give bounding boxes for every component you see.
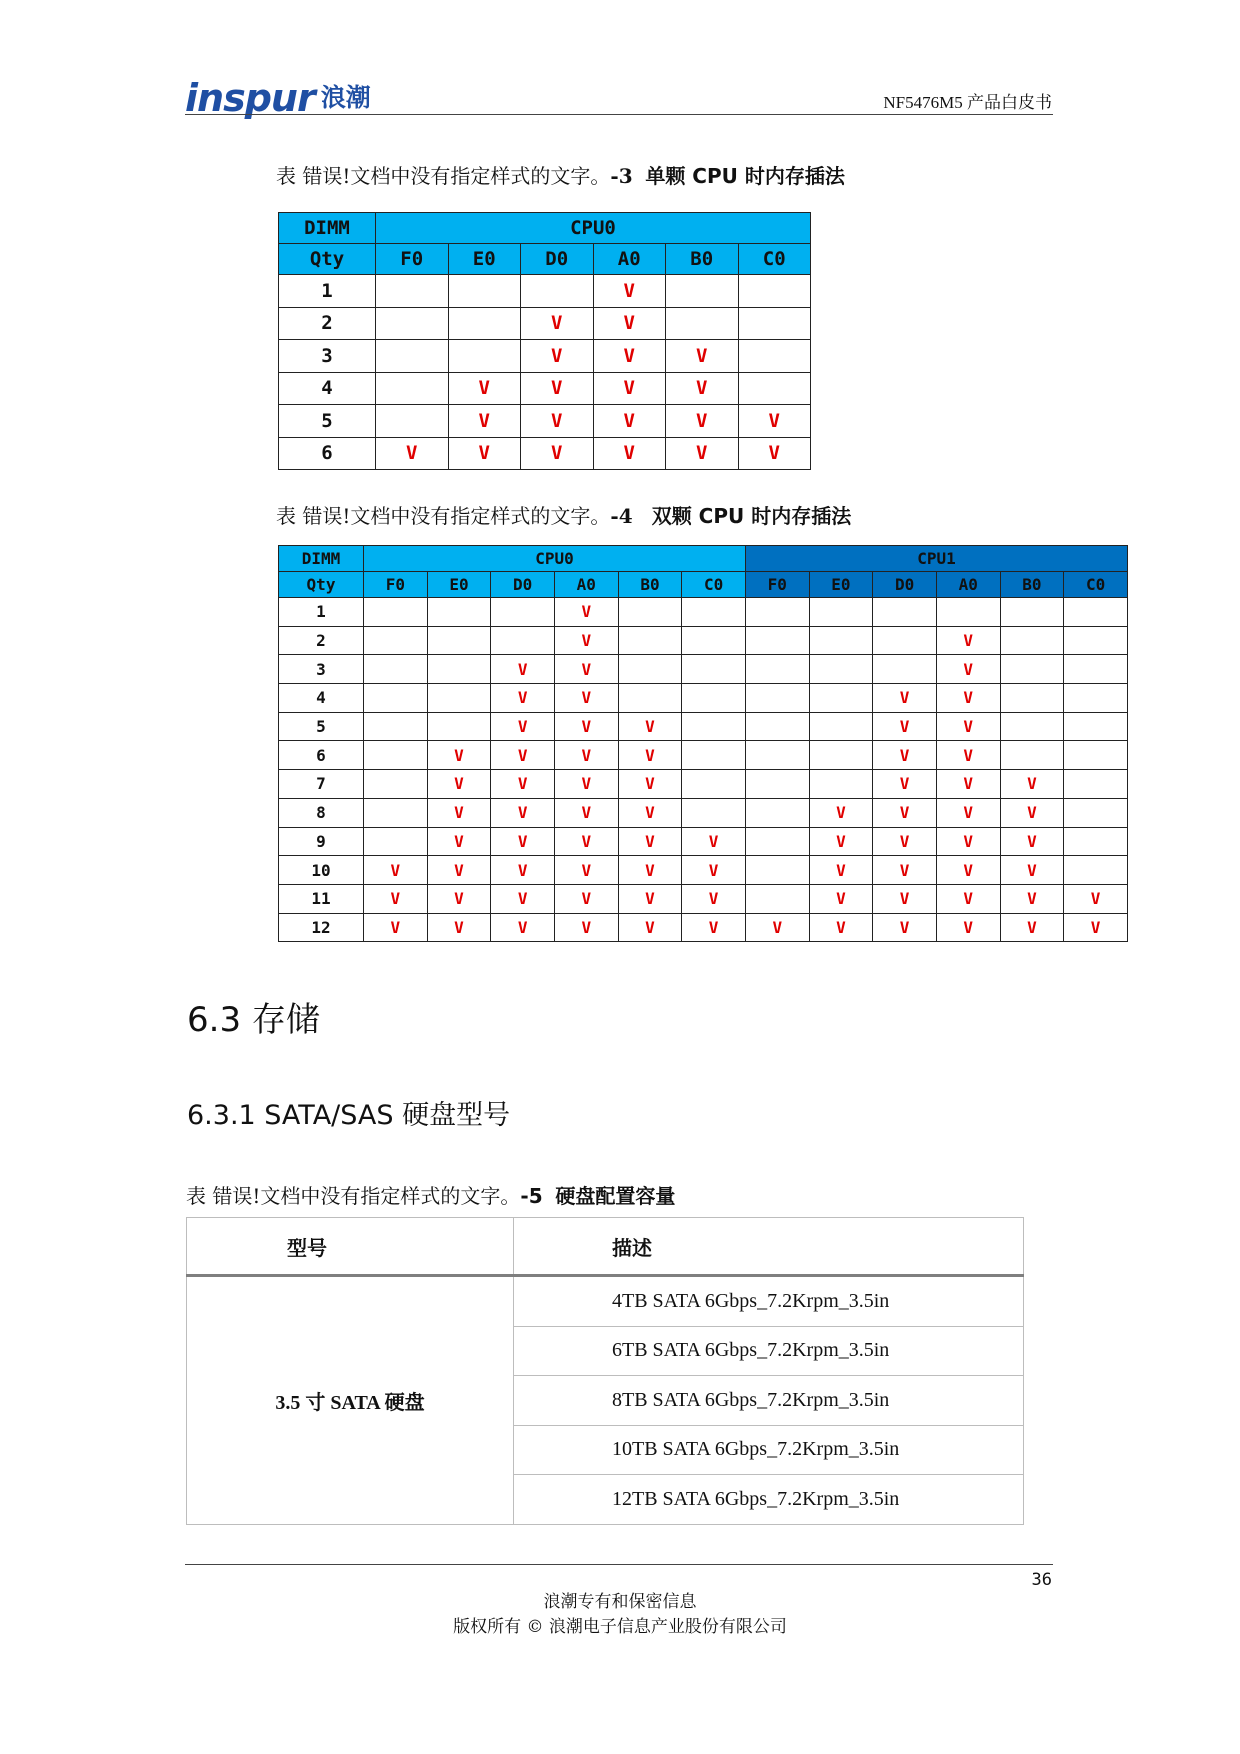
slot-cell: V [745, 913, 809, 942]
slot-cell [1000, 684, 1064, 713]
slot-cell: V [491, 655, 555, 684]
slot-cell [427, 626, 491, 655]
slot-header: B0 [666, 244, 739, 275]
qty-cell: 5 [279, 712, 364, 741]
inspur-logo [185, 76, 371, 120]
table-row [279, 655, 1128, 684]
disk-description: 8TB SATA 6Gbps_7.2Krpm_3.5in [514, 1376, 1024, 1426]
section-heading: 6.3 存储 [187, 1000, 320, 1040]
qty-cell: 4 [279, 684, 364, 713]
slot-cell [738, 275, 811, 308]
slot-cell [745, 798, 809, 827]
slot-cell [745, 741, 809, 770]
slot-cell [427, 655, 491, 684]
slot-header: A0 [593, 244, 666, 275]
slot-cell: V [554, 884, 618, 913]
slot-cell: V [666, 405, 739, 438]
caption-prefix: 表 错误!文档中没有指定样式的文字。 [186, 1184, 521, 1208]
disk-config-table [186, 1217, 1024, 1525]
slot-cell [809, 626, 873, 655]
slot-cell: V [364, 884, 428, 913]
slot-cell: V [666, 372, 739, 405]
dimm-header: DIMM [279, 546, 364, 572]
slot-cell [738, 307, 811, 340]
slot-cell [666, 275, 739, 308]
slot-cell [745, 598, 809, 627]
document-title: NF5476M5 产品白皮书 [883, 93, 1052, 112]
slot-cell [1064, 684, 1128, 713]
slot-cell: V [809, 798, 873, 827]
slot-cell [1064, 626, 1128, 655]
caption-prefix: 表 错误!文档中没有指定样式的文字。 [276, 164, 611, 188]
slot-cell [491, 626, 555, 655]
disk-description: 12TB SATA 6Gbps_7.2Krpm_3.5in [514, 1475, 1024, 1525]
slot-cell: V [618, 741, 682, 770]
slot-cell [745, 684, 809, 713]
slot-cell: V [427, 770, 491, 799]
model-column-header: 型号 [187, 1218, 514, 1276]
slot-cell [745, 655, 809, 684]
slot-header: C0 [738, 244, 811, 275]
qty-cell: 3 [279, 655, 364, 684]
slot-cell [1064, 856, 1128, 885]
slot-cell [1064, 712, 1128, 741]
slot-cell [1064, 598, 1128, 627]
slot-cell [427, 684, 491, 713]
slot-cell: V [427, 884, 491, 913]
slot-cell [682, 798, 746, 827]
slot-cell: V [682, 884, 746, 913]
slot-cell [809, 655, 873, 684]
slot-cell: V [593, 405, 666, 438]
disk-model-cell: 3.5 寸 SATA 硬盘 [187, 1276, 514, 1525]
qty-cell: 11 [279, 884, 364, 913]
slot-cell: V [448, 405, 521, 438]
slot-cell [364, 827, 428, 856]
slot-cell: V [873, 798, 937, 827]
slot-cell [364, 655, 428, 684]
slot-cell [936, 598, 1000, 627]
qty-header: Qty [279, 244, 376, 275]
table-row [279, 798, 1128, 827]
header-divider [185, 114, 1053, 115]
slot-cell [1000, 626, 1064, 655]
table4-body [279, 598, 1128, 942]
slot-cell [448, 307, 521, 340]
slot-cell: V [618, 856, 682, 885]
slot-cell: V [427, 913, 491, 942]
slot-cell [364, 684, 428, 713]
slot-cell: V [554, 598, 618, 627]
caption-number: -5 [520, 1184, 543, 1208]
slot-cell [738, 340, 811, 373]
slot-cell [618, 655, 682, 684]
slot-cell [1000, 655, 1064, 684]
slot-cell: V [873, 770, 937, 799]
slot-cell [1064, 655, 1128, 684]
subsection-heading: 6.3.1 SATA/SAS 硬盘型号 [187, 1100, 511, 1131]
footer-divider [185, 1564, 1053, 1565]
table-row [279, 372, 811, 405]
slot-cell: V [618, 770, 682, 799]
slot-cell: V [936, 626, 1000, 655]
qty-cell: 7 [279, 770, 364, 799]
slot-cell [738, 372, 811, 405]
slot-cell: V [682, 913, 746, 942]
slot-cell: V [554, 856, 618, 885]
caption-title: 双颗 CPU 时内存插法 [651, 504, 852, 528]
slot-cell [376, 405, 449, 438]
slot-cell: V [593, 437, 666, 470]
slot-cell [809, 770, 873, 799]
slot-cell [618, 684, 682, 713]
slot-cell: V [491, 798, 555, 827]
footer-copyright: 版权所有 © 浪潮电子信息产业股份有限公司 [453, 1617, 787, 1637]
slot-cell [666, 307, 739, 340]
slot-cell [376, 372, 449, 405]
table-row [279, 684, 1128, 713]
qty-cell: 9 [279, 827, 364, 856]
slot-cell [448, 340, 521, 373]
slot-cell [491, 598, 555, 627]
slot-cell [376, 307, 449, 340]
table4-caption [276, 500, 851, 529]
qty-cell: 1 [279, 275, 376, 308]
qty-cell: 3 [279, 340, 376, 373]
slot-cell: V [618, 913, 682, 942]
slot-cell: V [873, 884, 937, 913]
slot-cell [682, 626, 746, 655]
slot-cell [682, 741, 746, 770]
slot-header: C0 [1064, 572, 1128, 598]
table-row [279, 598, 1128, 627]
slot-header: F0 [745, 572, 809, 598]
slot-cell: V [376, 437, 449, 470]
qty-cell: 4 [279, 372, 376, 405]
slot-cell: V [682, 827, 746, 856]
table-row [279, 275, 811, 308]
slot-cell: V [936, 856, 1000, 885]
table-row [279, 856, 1128, 885]
slot-cell [745, 856, 809, 885]
slot-cell: V [936, 827, 1000, 856]
slot-cell: V [738, 437, 811, 470]
disk-description: 6TB SATA 6Gbps_7.2Krpm_3.5in [514, 1326, 1024, 1376]
slot-header: C0 [682, 572, 746, 598]
slot-cell: V [593, 307, 666, 340]
slot-cell: V [666, 437, 739, 470]
slot-cell: V [427, 741, 491, 770]
table-row [279, 437, 811, 470]
slot-cell: V [554, 827, 618, 856]
slot-cell [364, 741, 428, 770]
slot-cell [618, 626, 682, 655]
slot-cell [1064, 827, 1128, 856]
slot-cell: V [936, 655, 1000, 684]
slot-cell [364, 598, 428, 627]
slot-cell: V [1000, 884, 1064, 913]
slot-cell [1000, 598, 1064, 627]
slot-cell [873, 598, 937, 627]
cpu0-header: CPU0 [376, 213, 811, 244]
caption-prefix: 表 错误!文档中没有指定样式的文字。 [276, 504, 611, 528]
qty-cell: 1 [279, 598, 364, 627]
slot-cell: V [491, 856, 555, 885]
slot-cell [745, 827, 809, 856]
slot-header: F0 [376, 244, 449, 275]
slot-header: D0 [521, 244, 594, 275]
slot-cell: V [491, 712, 555, 741]
slot-cell [364, 712, 428, 741]
caption-title: 硬盘配置容量 [555, 1184, 676, 1208]
slot-cell: V [554, 655, 618, 684]
slot-cell: V [521, 340, 594, 373]
slot-cell: V [618, 798, 682, 827]
slot-cell: V [1000, 856, 1064, 885]
slot-cell: V [1064, 884, 1128, 913]
slot-cell [1064, 798, 1128, 827]
slot-cell: V [554, 913, 618, 942]
slot-cell [1000, 712, 1064, 741]
slot-cell [618, 598, 682, 627]
page-number: 36 [1031, 1570, 1052, 1590]
slot-cell: V [554, 712, 618, 741]
slot-cell: V [491, 741, 555, 770]
qty-header: Qty [279, 572, 364, 598]
slot-cell: V [618, 884, 682, 913]
table-row [279, 626, 1128, 655]
slot-cell: V [1000, 770, 1064, 799]
disk-description: 4TB SATA 6Gbps_7.2Krpm_3.5in [514, 1276, 1024, 1327]
caption-title: 单颗 CPU 时内存插法 [645, 164, 845, 188]
slot-cell: V [936, 913, 1000, 942]
slot-cell: V [873, 684, 937, 713]
slot-cell [364, 626, 428, 655]
slot-cell: V [491, 770, 555, 799]
qty-cell: 6 [279, 741, 364, 770]
slot-cell: V [738, 405, 811, 438]
dimm-header: DIMM [279, 213, 376, 244]
cpu1-header: CPU1 [745, 546, 1127, 572]
slot-cell: V [1000, 827, 1064, 856]
slot-cell [427, 598, 491, 627]
slot-header: B0 [1000, 572, 1064, 598]
slot-header: A0 [554, 572, 618, 598]
slot-cell: V [1000, 798, 1064, 827]
slot-cell: V [593, 372, 666, 405]
slot-cell: V [936, 770, 1000, 799]
slot-cell [364, 770, 428, 799]
slot-header: D0 [873, 572, 937, 598]
slot-cell: V [593, 340, 666, 373]
description-column-header: 描述 [514, 1218, 1024, 1276]
slot-cell [682, 770, 746, 799]
qty-cell: 12 [279, 913, 364, 942]
slot-cell: V [448, 437, 521, 470]
slot-cell: V [554, 798, 618, 827]
slot-cell: V [682, 856, 746, 885]
qty-cell: 6 [279, 437, 376, 470]
slot-cell: V [491, 913, 555, 942]
slot-cell [745, 712, 809, 741]
slot-cell [809, 741, 873, 770]
slot-cell: V [936, 798, 1000, 827]
slot-cell: V [873, 827, 937, 856]
footer-text [0, 1590, 1240, 1640]
single-cpu-memory-table [278, 212, 811, 470]
dual-cpu-memory-table [278, 545, 1128, 942]
qty-cell: 2 [279, 626, 364, 655]
slot-cell [1064, 770, 1128, 799]
table-row [279, 340, 811, 373]
slot-cell: V [873, 856, 937, 885]
slot-cell: V [936, 884, 1000, 913]
slot-cell [1064, 741, 1128, 770]
qty-cell: 8 [279, 798, 364, 827]
slot-cell: V [873, 913, 937, 942]
table-row [279, 770, 1128, 799]
slot-header: F0 [364, 572, 428, 598]
logo-latin-text: inspur [185, 76, 315, 120]
slot-cell [682, 712, 746, 741]
slot-cell: V [936, 684, 1000, 713]
qty-cell: 5 [279, 405, 376, 438]
slot-cell: V [364, 913, 428, 942]
logo-chinese-text: 浪潮 [320, 83, 371, 112]
table3-body [279, 275, 811, 470]
slot-header: B0 [618, 572, 682, 598]
cpu0-header: CPU0 [364, 546, 746, 572]
table3-caption [276, 160, 845, 189]
table-row [279, 307, 811, 340]
slot-cell [745, 626, 809, 655]
slot-cell [809, 684, 873, 713]
slot-header: E0 [427, 572, 491, 598]
slot-cell [427, 712, 491, 741]
slot-cell [809, 598, 873, 627]
table-row [279, 741, 1128, 770]
slot-cell [521, 275, 594, 308]
slot-cell [1000, 741, 1064, 770]
slot-cell: V [491, 884, 555, 913]
caption-number: -4 [610, 504, 633, 528]
slot-cell: V [618, 712, 682, 741]
slot-cell: V [873, 712, 937, 741]
slot-cell [745, 770, 809, 799]
slot-cell: V [554, 626, 618, 655]
slot-cell: V [554, 741, 618, 770]
slot-cell [809, 712, 873, 741]
slot-cell [745, 884, 809, 913]
slot-cell [682, 598, 746, 627]
slot-cell: V [491, 827, 555, 856]
table5-caption [186, 1180, 675, 1209]
slot-cell: V [521, 372, 594, 405]
slot-cell: V [936, 741, 1000, 770]
slot-cell: V [554, 770, 618, 799]
slot-cell [376, 275, 449, 308]
slot-cell: V [1064, 913, 1128, 942]
slot-cell: V [491, 684, 555, 713]
slot-cell: V [521, 307, 594, 340]
table-row [279, 884, 1128, 913]
slot-cell: V [1000, 913, 1064, 942]
slot-cell: V [448, 372, 521, 405]
slot-cell: V [809, 884, 873, 913]
slot-cell: V [521, 437, 594, 470]
slot-cell: V [809, 913, 873, 942]
slot-header: E0 [809, 572, 873, 598]
slot-cell: V [873, 741, 937, 770]
slot-cell: V [364, 856, 428, 885]
slot-cell: V [593, 275, 666, 308]
slot-cell: V [427, 798, 491, 827]
disk-description: 10TB SATA 6Gbps_7.2Krpm_3.5in [514, 1425, 1024, 1475]
footer-confidential: 浪潮专有和保密信息 [543, 1592, 697, 1612]
slot-header: D0 [491, 572, 555, 598]
table-row [279, 405, 811, 438]
qty-cell: 2 [279, 307, 376, 340]
slot-cell [682, 655, 746, 684]
slot-header: E0 [448, 244, 521, 275]
slot-cell: V [521, 405, 594, 438]
qty-cell: 10 [279, 856, 364, 885]
slot-cell: V [809, 827, 873, 856]
slot-cell: V [427, 856, 491, 885]
slot-cell: V [809, 856, 873, 885]
slot-cell: V [666, 340, 739, 373]
slot-cell [364, 798, 428, 827]
slot-cell [873, 626, 937, 655]
slot-cell [873, 655, 937, 684]
slot-cell: V [618, 827, 682, 856]
slot-cell [376, 340, 449, 373]
slot-cell [448, 275, 521, 308]
slot-cell [682, 684, 746, 713]
slot-header: A0 [936, 572, 1000, 598]
table-row [279, 712, 1128, 741]
caption-number: -3 [610, 164, 633, 188]
table-row [279, 827, 1128, 856]
table-row [279, 913, 1128, 942]
slot-cell: V [936, 712, 1000, 741]
slot-cell: V [427, 827, 491, 856]
slot-cell: V [554, 684, 618, 713]
